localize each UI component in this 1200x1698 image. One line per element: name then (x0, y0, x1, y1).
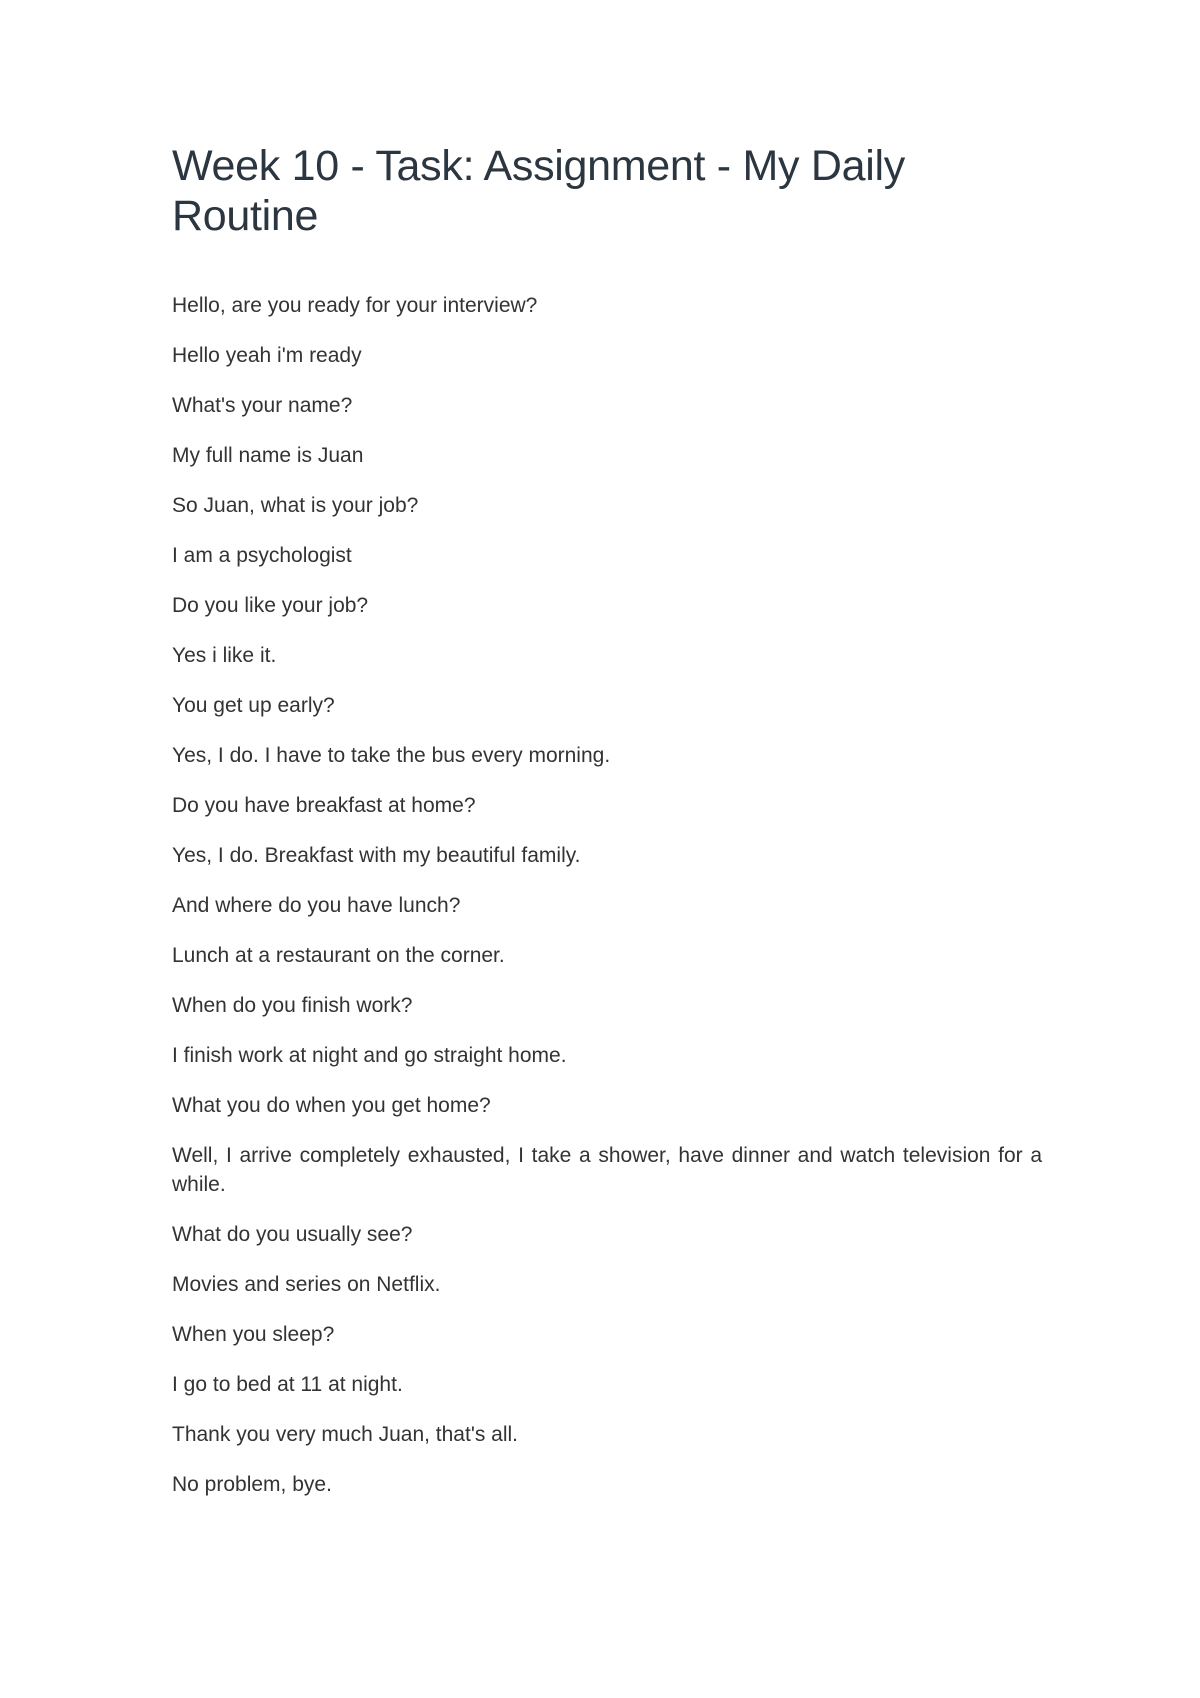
dialogue-line: Do you have breakfast at home? (172, 794, 476, 817)
dialogue-lines (172, 291, 1042, 1499)
dialogue-line: Yes, I do. I have to take the bus every morning. (172, 744, 611, 767)
dialogue-line: Movies and series on Netflix. (172, 1273, 441, 1296)
dialogue-line: When you sleep? (172, 1323, 335, 1346)
dialogue-line: Lunch at a restaurant on the corner. (172, 944, 505, 967)
dialogue-line: Well, I arrive completely exhausted, I take a shower, have dinner and watch television for a while. (172, 1144, 1042, 1196)
dialogue-line: What do you usually see? (172, 1223, 413, 1246)
document-title: Week 10 - Task: Assignment - My Daily Routine (172, 142, 905, 240)
dialogue-line: I go to bed at 11 at night. (172, 1373, 403, 1396)
dialogue-line: Do you like your job? (172, 594, 369, 617)
dialogue-line: Yes i like it. (172, 644, 277, 667)
dialogue-line: What you do when you get home? (172, 1094, 491, 1117)
dialogue-line: Thank you very much Juan, that's all. (172, 1423, 519, 1446)
dialogue-line: I finish work at night and go straight home. (172, 1044, 567, 1067)
dialogue-line: I am a psychologist (172, 544, 352, 567)
dialogue-line: And where do you have lunch? (172, 894, 461, 917)
dialogue-line: Hello yeah i'm ready (172, 344, 362, 367)
dialogue-line: No problem, bye. (172, 1473, 332, 1496)
dialogue-line: When do you finish work? (172, 994, 413, 1017)
dialogue-line: Yes, I do. Breakfast with my beautiful family. (172, 844, 581, 867)
document-content (172, 141, 1042, 1520)
dialogue-line: Hello, are you ready for your interview? (172, 294, 538, 317)
dialogue-line: What's your name? (172, 394, 353, 417)
dialogue-line: So Juan, what is your job? (172, 494, 419, 517)
dialogue-line: You get up early? (172, 694, 335, 717)
dialogue-line: My full name is Juan (172, 444, 364, 467)
